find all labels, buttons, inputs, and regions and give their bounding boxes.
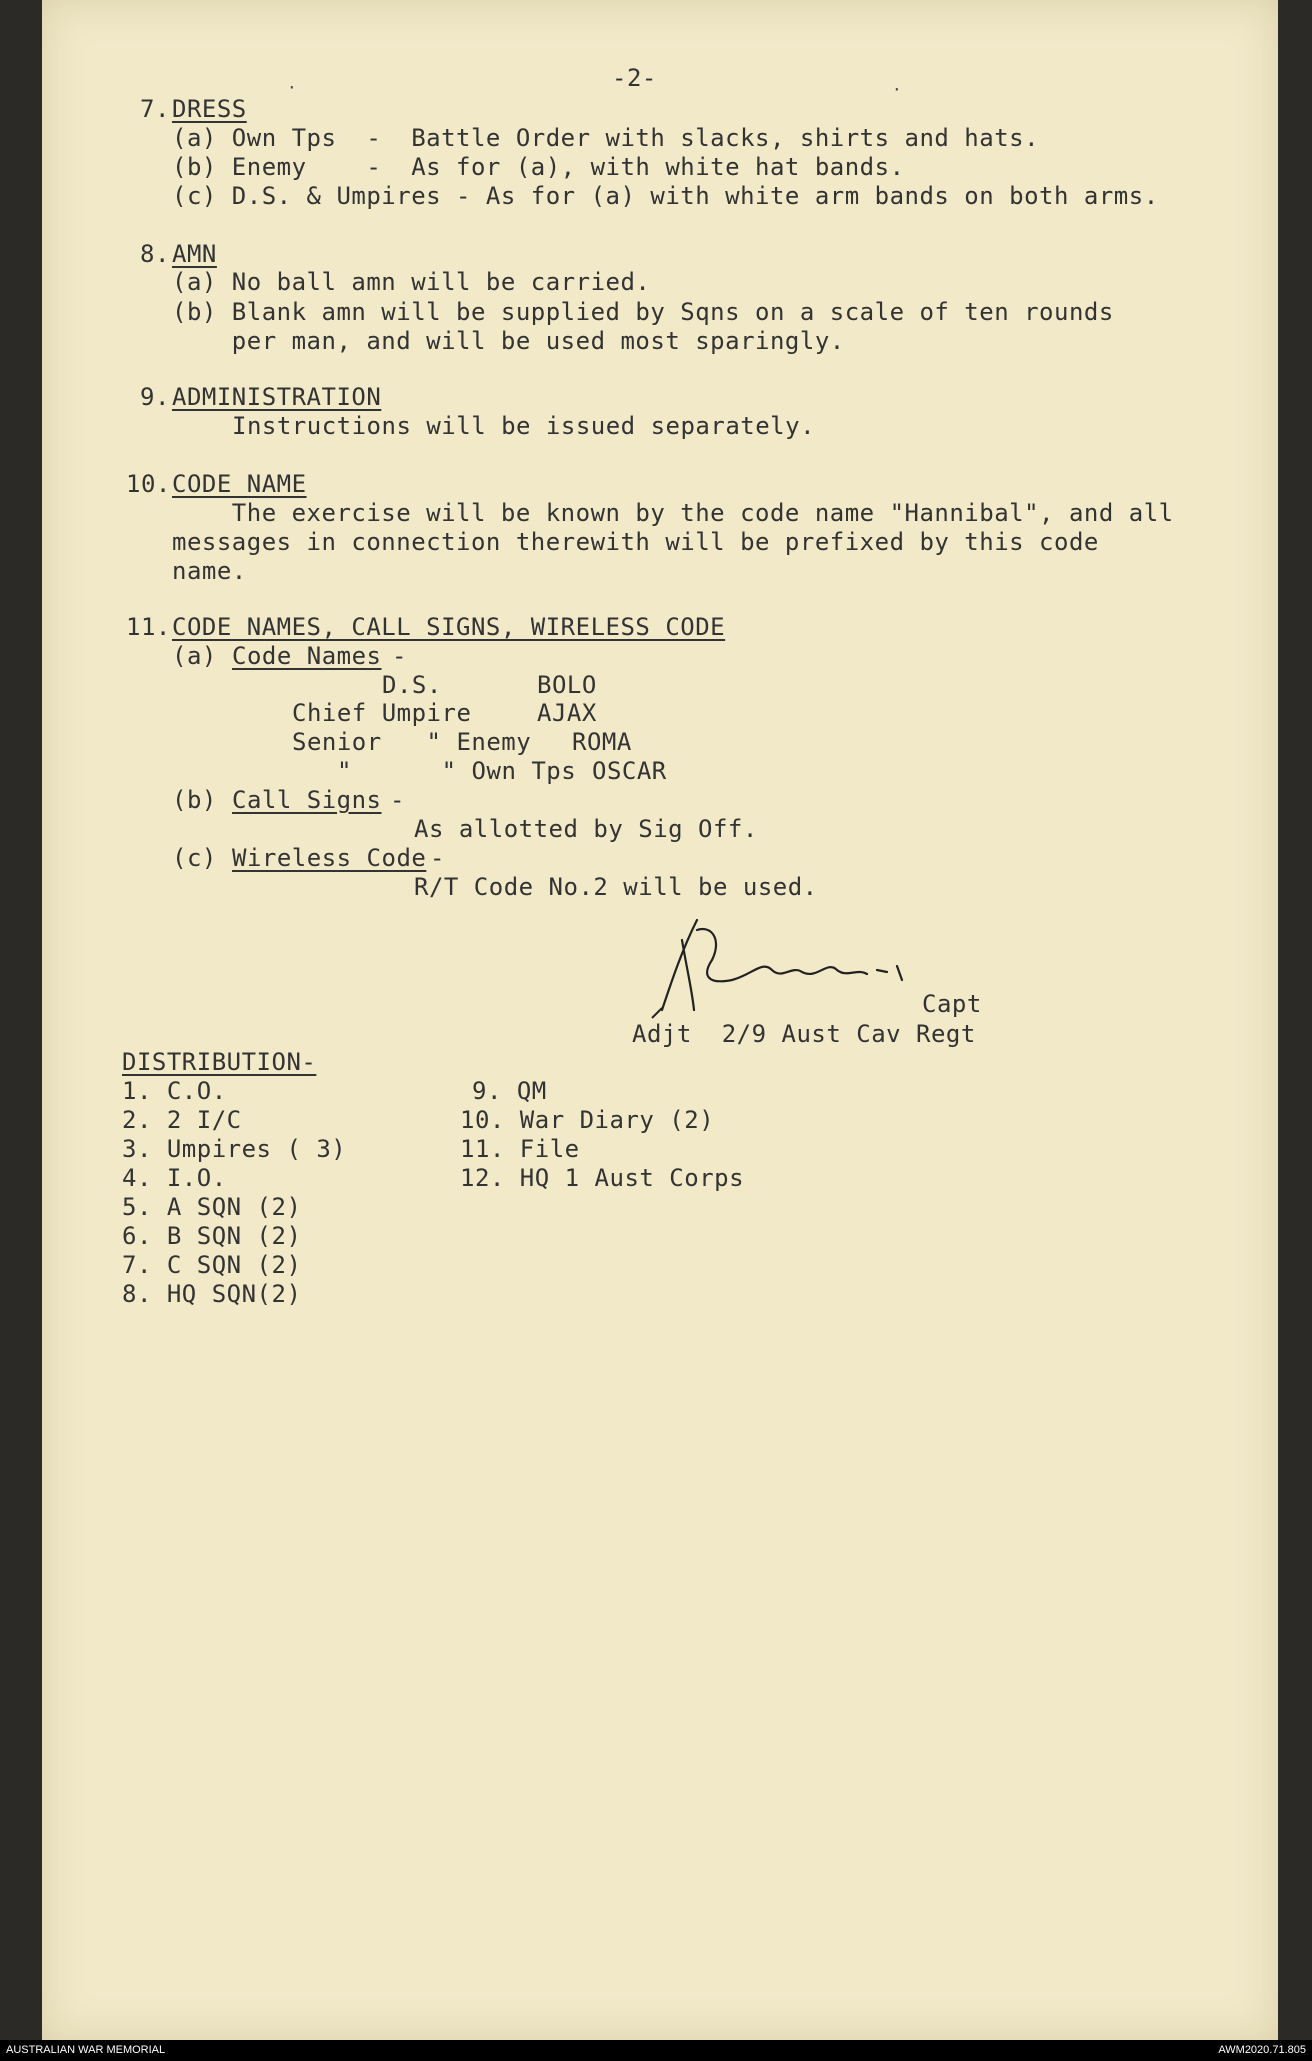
distribution-item: 11. File xyxy=(460,1135,580,1163)
footer-institution: AUSTRALIAN WAR MEMORIAL xyxy=(6,2044,166,2056)
section-11b-heading: Call Signs xyxy=(232,786,382,814)
section-11a-label: (a) xyxy=(172,642,217,670)
ink-speck: · xyxy=(892,80,902,99)
section-9-line: Instructions will be issued separately. xyxy=(232,412,816,440)
code-name-who: D.S. xyxy=(382,671,442,699)
section-9-heading: ADMINISTRATION xyxy=(172,383,382,411)
section-8-heading: AMN xyxy=(172,240,217,268)
ink-speck: · xyxy=(287,78,297,97)
handwritten-signature xyxy=(642,900,962,1034)
section-10-line: The exercise will be known by the code name "Hannibal", and all xyxy=(172,499,1174,527)
distribution-item: 9. QM xyxy=(472,1077,547,1105)
section-11-number: 11. xyxy=(126,613,171,641)
code-name-code: ROMA xyxy=(572,728,632,756)
section-7-line: (b) Enemy - As for (a), with white hat bands. xyxy=(172,153,905,181)
footer-bar xyxy=(0,2040,1312,2061)
section-11a-dash: - xyxy=(392,642,407,670)
section-11c-heading: Wireless Code xyxy=(232,844,427,872)
section-7-number: 7. xyxy=(140,95,170,123)
section-7-line: (a) Own Tps - Battle Order with slacks, shirts and hats. xyxy=(172,124,1040,152)
distribution-heading: DISTRIBUTION- xyxy=(122,1048,317,1076)
distribution-item: 2. 2 I/C xyxy=(122,1106,242,1134)
footer-accession-number: AWM2020.71.805 xyxy=(1218,2044,1306,2056)
distribution-item: 8. HQ SQN(2) xyxy=(122,1280,302,1308)
distribution-item: 1. C.O. xyxy=(122,1077,227,1105)
section-11c-text: R/T Code No.2 will be used. xyxy=(414,873,818,901)
section-8-line: (b) Blank amn will be supplied by Sqns on a scale of ten rounds xyxy=(172,298,1114,326)
section-10-number: 10. xyxy=(126,470,171,498)
distribution-item: 4. I.O. xyxy=(122,1164,227,1192)
section-7-heading: DRESS xyxy=(172,95,247,123)
code-name-who: Chief Umpire xyxy=(292,699,472,727)
section-9-number: 9. xyxy=(140,383,170,411)
section-11c-label: (c) xyxy=(172,844,217,872)
signatory-rank: Capt xyxy=(922,990,982,1018)
section-11a-heading: Code Names xyxy=(232,642,382,670)
code-name-who: " " Own Tps xyxy=(337,757,577,785)
section-11b-label: (b) xyxy=(172,786,217,814)
section-10-line: messages in connection therewith will be prefixed by this code xyxy=(172,528,1099,556)
section-11c-dash: - xyxy=(430,844,445,872)
distribution-item: 5. A SQN (2) xyxy=(122,1193,302,1221)
code-name-code: BOLO xyxy=(537,671,597,699)
document-page xyxy=(42,0,1278,2040)
section-8-number: 8. xyxy=(140,240,170,268)
page-number: -2- xyxy=(612,64,657,92)
distribution-item: 3. Umpires ( 3) xyxy=(122,1135,347,1163)
signatory-appointment: Adjt 2/9 Aust Cav Regt xyxy=(632,1020,976,1048)
section-10-line: name. xyxy=(172,557,247,585)
section-11b-dash: - xyxy=(390,786,405,814)
section-11b-text: As allotted by Sig Off. xyxy=(414,815,758,843)
distribution-item: 7. C SQN (2) xyxy=(122,1251,302,1279)
code-name-who: Senior " Enemy xyxy=(292,728,532,756)
section-7-line: (c) D.S. & Umpires - As for (a) with white arm bands on both arms. xyxy=(172,182,1159,210)
code-name-code: OSCAR xyxy=(592,757,667,785)
section-11-heading: CODE NAMES, CALL SIGNS, WIRELESS CODE xyxy=(172,613,726,641)
distribution-item: 12. HQ 1 Aust Corps xyxy=(460,1164,745,1192)
section-8-line: per man, and will be used most sparingly. xyxy=(172,327,845,355)
code-name-code: AJAX xyxy=(537,699,597,727)
distribution-item: 6. B SQN (2) xyxy=(122,1222,302,1250)
distribution-item: 10. War Diary (2) xyxy=(460,1106,715,1134)
section-10-heading: CODE NAME xyxy=(172,470,307,498)
section-8-line: (a) No ball amn will be carried. xyxy=(172,268,651,296)
